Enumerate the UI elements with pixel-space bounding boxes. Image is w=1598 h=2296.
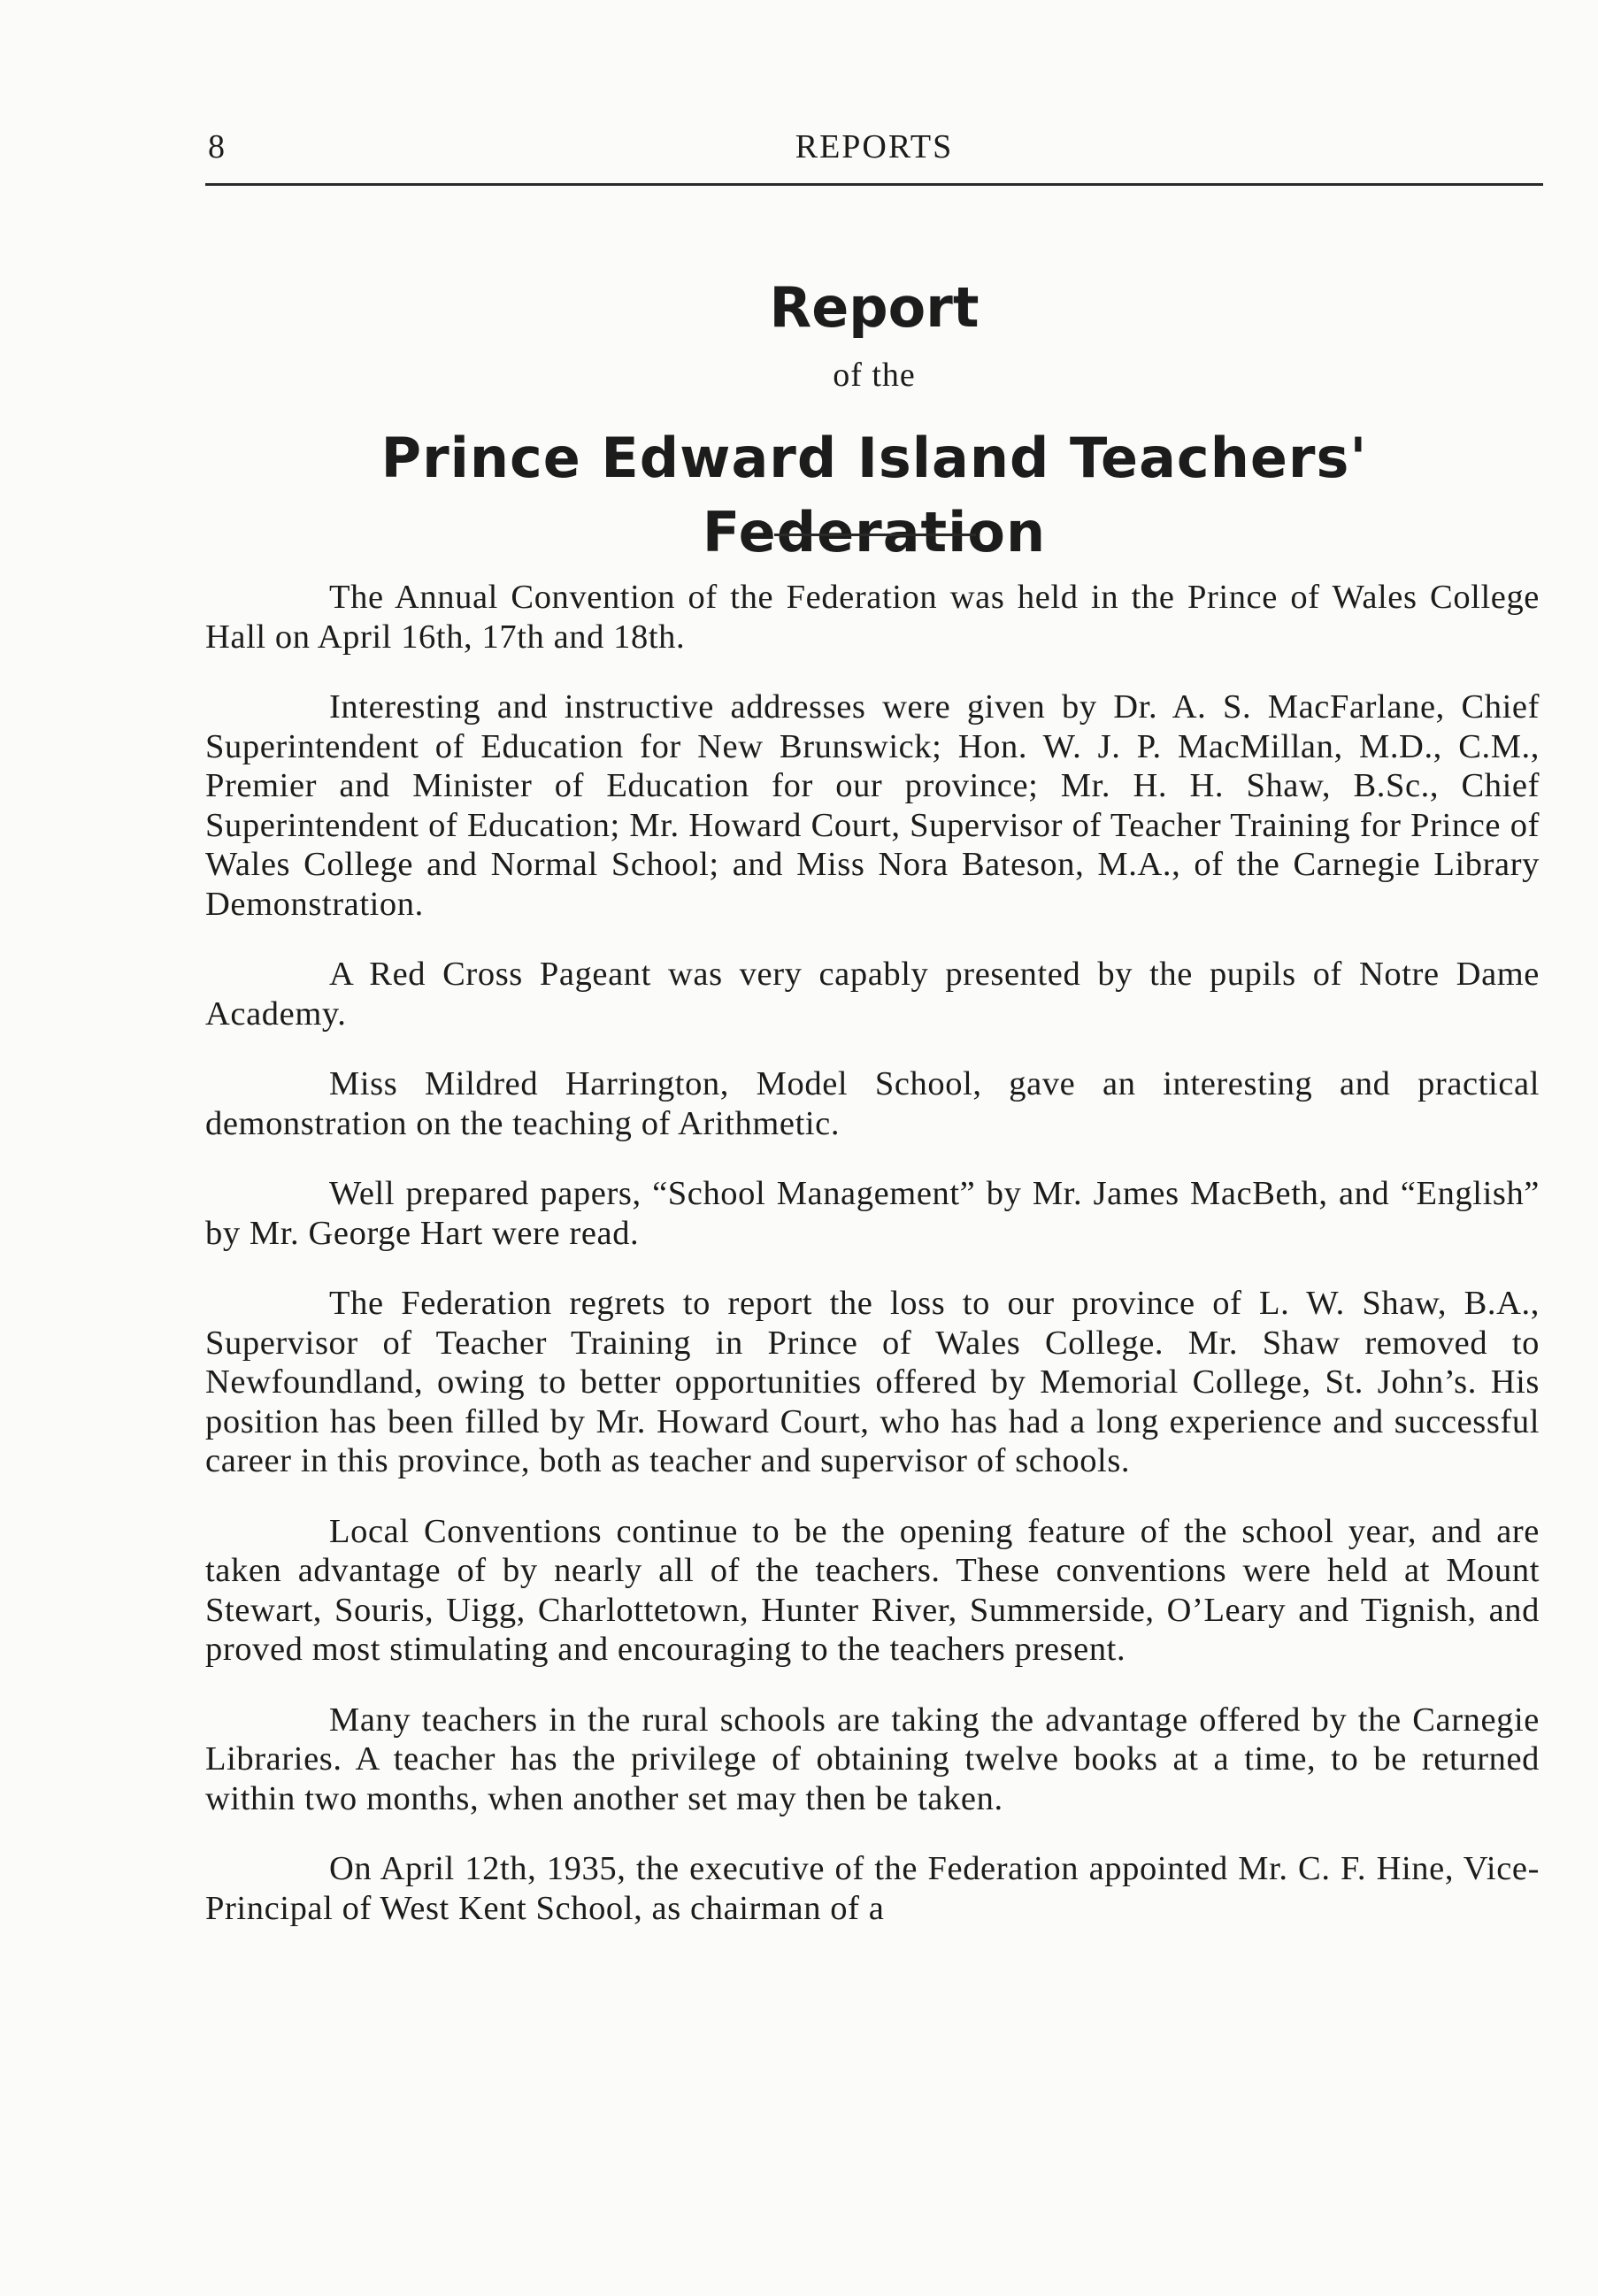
paragraph-demonstration: Miss Mildred Harrington, Model School, gave an interesting and practical demonstration on the teaching of Arithmetic.	[205, 1065, 1540, 1142]
paragraph-staff-change: The Federation regrets to report the loss to our province of L. W. Shaw, B.A., Supervisor of Teacher Training in Prince of Wales College. Mr. Shaw removed to Newfoundland, owing to better opportunities offered by Memorial College, St. John’s. His position has been filled by Mr. Howard Court, who has had a long experience and successful career in this province, both as teacher and supervisor of schools.	[205, 1285, 1540, 1479]
paragraph-papers: Well prepared papers, “School Management” by Mr. James MacBeth, and “English” by Mr. George Hart were read.	[205, 1175, 1540, 1252]
paragraph-local-conventions: Local Conventions continue to be the opening feature of the school year, and are taken advantage of by nearly all of the teachers. These conventions were held at Mount Stewart, Souris, Uigg, Charlottetown, Hunter River, Summerside, O’Leary and Tignish, and proved most stimulating and encouraging to the teachers present.	[205, 1512, 1540, 1668]
paragraph-libraries: Many teachers in the rural schools are taking the advantage offered by the Carnegie Libraries. A teacher has the privilege of obtaining twelve books at a time, to be returned within two months, when another set may then be taken.	[205, 1701, 1540, 1817]
paragraph-convention: The Annual Convention of the Federation was held in the Prince of Wales College Hall on April 16th, 17th and 18th.	[205, 579, 1540, 656]
organization-title: Prince Edward Island Teachers' Federation	[380, 426, 1368, 564]
page-number: 8	[208, 128, 225, 165]
paragraph-addresses: Interesting and instructive addresses were given by Dr. A. S. MacFarlane, Chief Superintendent of Education for New Brunswick; Hon. W. J. P. MacMillan, M.D., C.M., Premier and Minister of Education for our province; Mr. H. H. Shaw, B.Sc., Chief Superintendent of Education; Mr. Howard Court, Supervisor of Teacher Training for Prince of Wales College and Normal School; and Miss Nora Bateson, M.A., of the Carnegie Library Demonstration.	[205, 688, 1540, 923]
title-rule	[774, 534, 976, 536]
paragraph-pageant: A Red Cross Pageant was very capably presented by the pupils of Notre Dame Academy.	[205, 956, 1540, 1033]
running-header	[205, 126, 1543, 179]
report-body	[205, 578, 1540, 1959]
header-rule	[205, 183, 1543, 186]
report-connector: of the	[833, 357, 916, 394]
running-title: REPORTS	[795, 128, 954, 165]
paragraph-appointment: On April 12th, 1935, the executive of the Federation appointed Mr. C. F. Hine, Vice-Principal of West Kent School, as chairman of a	[205, 1850, 1540, 1927]
report-title: Report	[769, 275, 980, 340]
